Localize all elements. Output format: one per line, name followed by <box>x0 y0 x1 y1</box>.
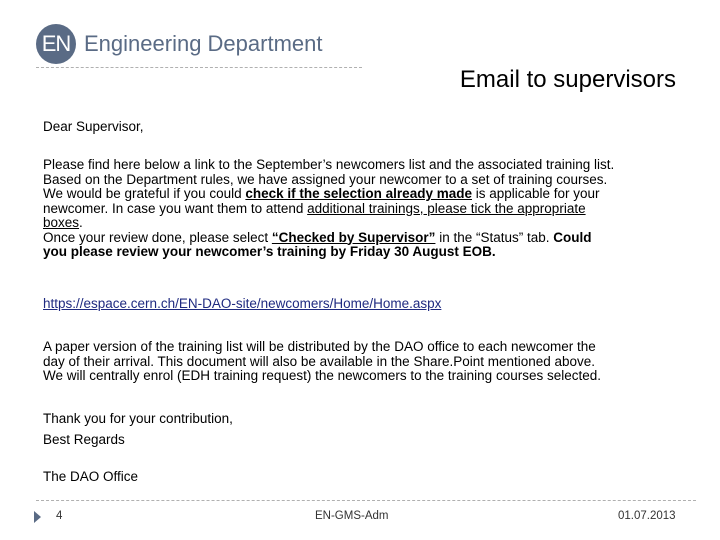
footer-date: 01.07.2013 <box>618 510 676 522</box>
p1-line-7: you please review your newcomer’s training by Friday 30 August EOB. <box>43 244 496 259</box>
newcomers-link[interactable]: https://espace.cern.ch/EN-DAO-site/newcomers/Home/Home.aspx <box>43 296 442 311</box>
logo-mark: EN <box>36 24 76 64</box>
paragraph-main <box>43 158 683 260</box>
p2-line-2: day of their arrival. This document will also be available in the Share.Point mentioned above. <box>43 353 596 369</box>
slide-title: Email to supervisors <box>459 66 676 93</box>
greeting: Dear Supervisor, <box>43 119 144 134</box>
p1-line-6 <box>43 231 683 246</box>
logo-text: Engineering Department <box>84 31 323 56</box>
p1-line-2: Based on the Department rules, we have assigned your newcomer to a set of training courses. <box>43 171 608 187</box>
emphasis-additional-trainings: additional trainings, please tick the appropriate <box>307 200 586 216</box>
regards-line: Best Regards <box>43 432 125 447</box>
paragraph-paper-version <box>43 340 683 384</box>
department-logo <box>36 22 322 66</box>
emphasis-check-selection: check if the selection already made <box>245 186 472 201</box>
text-run: Once your review done, please select <box>43 229 272 245</box>
page-number: 4 <box>56 510 63 522</box>
p2-line-3: We will centrally enrol (EDH training request) the newcomers to the training courses selected. <box>43 368 601 383</box>
text-run: . <box>79 215 83 230</box>
emphasis-checked-by-supervisor: “Checked by Supervisor” <box>271 229 436 245</box>
header-divider <box>36 67 362 68</box>
text-run: newcomer. In case you want them to attend <box>43 200 308 216</box>
signature: The DAO Office <box>43 469 139 484</box>
closing <box>43 408 683 450</box>
p1-line-5 <box>43 216 683 231</box>
p1-line-4 <box>43 202 683 217</box>
p1-line-1: Please find here below a link to the September’s newcomers list and the associated training list. <box>43 157 615 172</box>
triangle-right-icon <box>34 511 41 523</box>
p1-line-3 <box>43 187 683 202</box>
text-run: is applicable for your <box>471 186 600 201</box>
link-line <box>43 297 683 312</box>
text-run: We would be grateful if you could <box>43 186 246 201</box>
emphasis-could: Could <box>553 229 592 245</box>
p2-line-1: A paper version of the training list will be distributed by the DAO office to each newcomer the <box>43 339 596 354</box>
text-run: in the “Status” tab. <box>435 229 554 245</box>
emphasis-boxes: boxes <box>43 215 80 230</box>
footer-center: EN-GMS-Adm <box>315 510 389 522</box>
footer-divider <box>36 500 696 501</box>
thanks-line: Thank you for your contribution, <box>43 411 233 426</box>
